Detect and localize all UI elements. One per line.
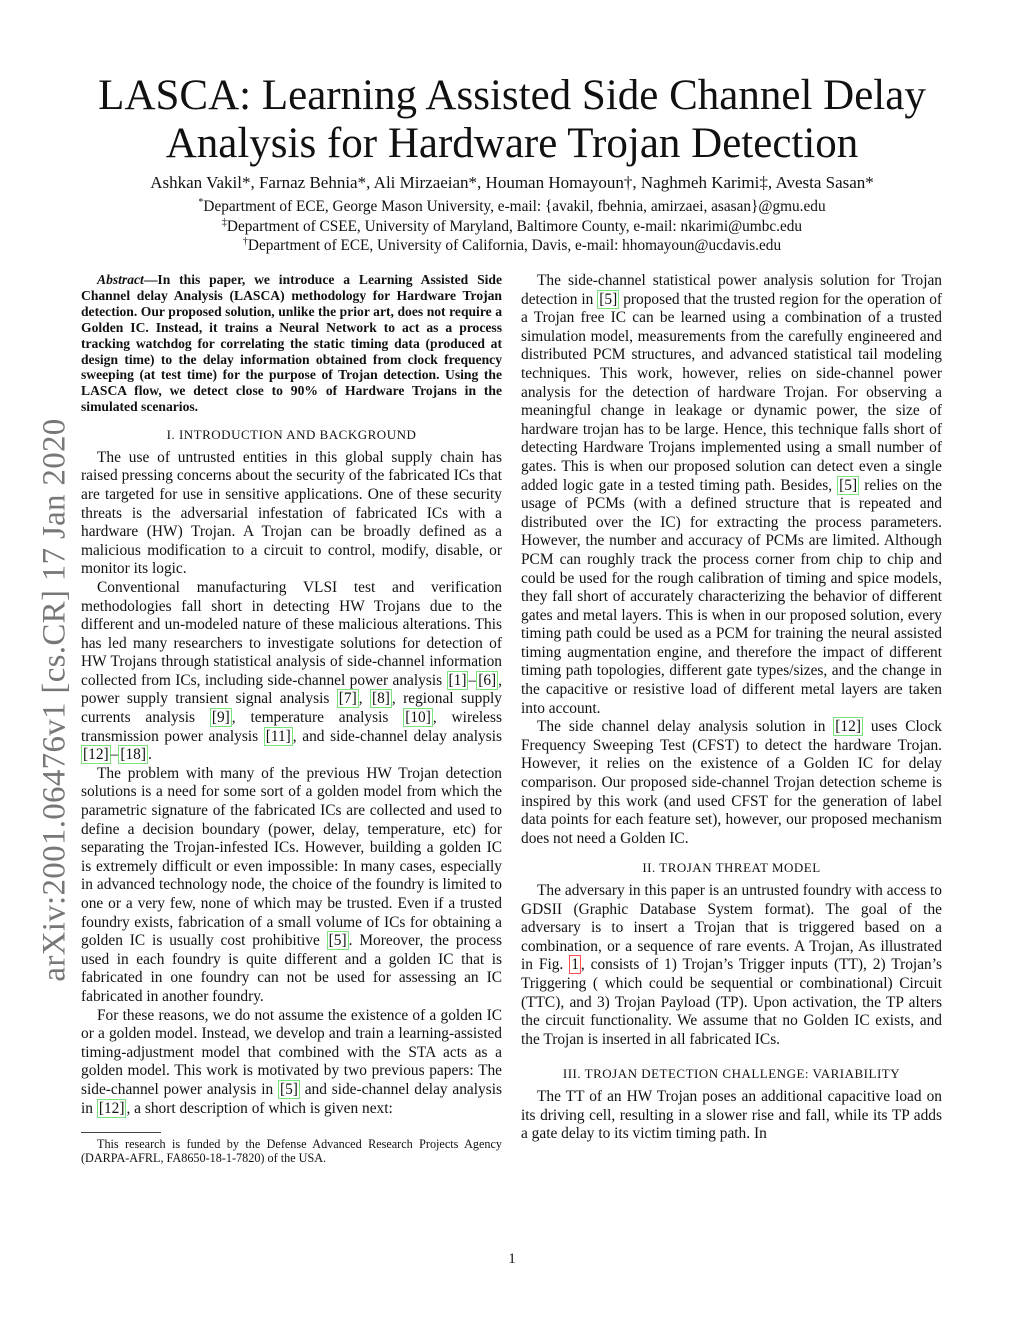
author-list: Ashkan Vakil*, Farnaz Behnia*, Ali Mirzaeian*, Houman Homayoun†, Naghmeh Karimi‡, Avesta Sasan* [150, 173, 874, 192]
text-run: For these reasons, we do not assume the existence of a golden IC or a golden model. Instead, we develop and train a learning-assisted timing-adjustment model that combined with the STA acts as a golden model. This work is motivated by two previous papers: The side-channel power analysis in [81, 1006, 502, 1098]
text-run: The side-channel statistical power analysis solution for Trojan detection in [521, 272, 942, 308]
text-run: , regional supply currents analysis [81, 690, 502, 727]
citation-link[interactable]: [12] [98, 1099, 125, 1117]
affiliation-mark: † [242, 236, 248, 247]
text-run: , and side-channel delay analysis [292, 727, 502, 745]
section-title: INTRODUCTION AND BACKGROUND [178, 427, 417, 443]
text-run: . Moreover, the process used in each foundry is quite different and a golden IC that is fabricated in one foundry can not be used for assessing an IC fabricated in another foundry. [81, 932, 503, 1005]
related-work-paragraph-1 [521, 272, 942, 718]
citation-link[interactable]: [5] [839, 476, 858, 494]
citation-link[interactable]: [5] [279, 1080, 298, 1098]
text-run: The adversary in this paper is an untrusted foundry with access to GDSII (Graphic Database System format). The goal of the adversary is to insert a Trojan that is triggered based on a combination, or a sequence of rare events. A Trojan, As illustrated in Fig. [521, 882, 942, 974]
intro-paragraph-4 [81, 1007, 502, 1119]
text-run: , power supply transient signal analysis [81, 671, 502, 708]
intro-paragraph-2: Conventional manufacturing VLSI test and verification methodologies fall short in detecting HW Trojans due to the different and un-modeled nature of these malicious alterations. This has led many researchers to investigate solutions for detection of HW Trojans through statistical analysis of side-channel information collected from ICs, including side-channel power analysis [1] – [6] , power supply transient signal analysis [7] , [8] , regional supply currents analysis [9] , temperature analysis [10] , wireless transmission power analysis [11] , and side-channel delay analysis [12] – [18] . [81, 578, 502, 764]
funding-footnote: This research is funded by the Defense Advanced Research Projects Agency (DARPA-AFRL, FA8650-18-1-7820) of the USA. [81, 1137, 502, 1166]
text-run: proposed that the trusted region for the operation of a Trojan free IC can be learned using a combination of a trusted simulation model, measurements from the carefully engineered and distributed PCM structures, and advanced statistical tail modeling techniques. This work, however, relies on side-channel power analysis for the detection of hardware Trojan. For observing a meaningful change in leakage or dynamic power, the size of hardware trojan has to be large. Hence, this technique falls short of detecting Hardware Trojans implemented using a small number of gates. This is when our proposed solution can detect even a single added logic gate in a tested timing path. Besides, [521, 290, 943, 494]
citation-link[interactable]: [12] [835, 718, 861, 736]
text-run: – [110, 746, 119, 764]
page-number: 1 [508, 1251, 516, 1267]
footnote-divider [81, 1132, 161, 1133]
citation-link[interactable]: [1] [448, 671, 467, 689]
citation-link[interactable]: [6] [478, 671, 497, 689]
arxiv-identifier: arXiv:2001.06476v1 [cs.CR] 17 Jan 2020 [36, 418, 73, 982]
affiliation-text: Department of ECE, University of California, Davis, e-mail: hhomayoun@ucdavis.edu [247, 237, 782, 255]
text-run: relies on the usage of PCMs (with a defined structure that is repeated and distributed over the IC) for extracting the process parameters. However, the number and accuracy of PCMs are limited. Although PCM can roughly track the process corner from chip to chip and could be used for the rough calibration of timing and spice models, they fall short of accurately characterizing the behavior of different gates and metal layers. This is when in our proposed solution, every timing path could be used as a PCM for training the neural assisted timing augmentation engine, and therefore the impact of different timing path topologies, different gate types/sizes, and the change in the capacitive or resistive load of different metal layers are taken into account. [521, 476, 942, 717]
section-title: TROJAN THREAT MODEL [659, 860, 821, 876]
section-heading-threat-model [521, 859, 942, 878]
citation-link[interactable]: [11] [265, 727, 291, 745]
citation-link[interactable]: [5] [599, 290, 618, 308]
section-number: II. [642, 860, 656, 876]
affiliation-ucdavis [60, 232, 964, 255]
variability-paragraph: The TT of an HW Trojan poses an additional capacitive load on its driving cell, resulting in a slower rise and fall, while its TP adds a gate delay to its victim timing path. In [521, 1087, 942, 1143]
text-run: , temperature analysis [231, 709, 404, 727]
section-heading-intro [81, 426, 502, 445]
affiliation-text: Department of CSEE, University of Maryland, Baltimore County, e-mail: nkarimi@umbc.edu [226, 218, 803, 236]
citation-link[interactable]: [18] [120, 746, 147, 764]
abstract-label: Abstract [97, 272, 144, 287]
citation-link[interactable]: [7] [338, 690, 357, 708]
text-run: . [148, 746, 152, 764]
affiliation-mark: * [198, 197, 204, 208]
text-run: , wireless transmission power analysis [81, 709, 502, 745]
affiliation-text: Department of ECE, George Mason University, e-mail: {avakil, fbehnia, amirzaei, asasan}@gmu.edu [203, 198, 826, 216]
right-column [521, 272, 942, 1144]
citation-link[interactable]: [9] [211, 709, 230, 727]
text-run: , a short description of which is given next: [126, 1099, 393, 1117]
text-run: The side channel delay analysis solution in [537, 718, 834, 736]
threat-model-paragraph [521, 882, 942, 1049]
related-work-paragraph-2 [521, 718, 942, 848]
title-line-1: LASCA: Learning Assisted Side Channel Delay [98, 72, 926, 119]
citation-link[interactable]: [10] [405, 709, 431, 727]
citation-link[interactable]: [12] [83, 746, 109, 764]
intro-paragraph-3 [81, 765, 502, 1007]
figure-link[interactable]: 1 [571, 956, 579, 974]
left-column [81, 272, 502, 1165]
paper-title [80, 72, 944, 168]
citation-link[interactable]: [5] [328, 932, 347, 950]
text-run: – [468, 671, 477, 689]
text-run: The problem with many of the previous HW Trojan detection solutions is a need for some sort of a golden model from which the parametric signature of the fabricated ICs are collected and used to define a decision boundary (power, delay, temperature, etc) for separating the Trojan-infested ICs. However, building a golden IC is extremely difficult or even impossible: In many cases, especially in advanced technology node, the choice of the foundry is limited to one or a very few, none of which may be trusted. Even if a trusted foundry exists, fabrication of a small volume of ICs for obtaining a golden IC is usually cost prohibitive [81, 764, 502, 950]
abstract [81, 272, 502, 415]
citation-link[interactable]: [8] [371, 690, 390, 708]
text-run: , consists of 1) Trojan’s Trigger inputs (TT), 2) Trojan’s Triggering ( which could be sequential or combinational) Circuit (TTC), and 3) Trojan Payload (TP). Upon activation, the TP alters the circuit functionality. We assume that no Golden IC exists, and the Trojan is inserted in all fabricated ICs. [521, 956, 942, 1048]
abstract-text: —In this paper, we introduce a Learning Assisted Side Channel delay Analysis (LASCA) methodology for Hardware Trojan detection. Our proposed solution, unlike the prior art, does not require a Golden IC. Instead, it trains a Neural Network to act as a process tracking watchdog for correlating the static timing data (produced at design time) to the delay information obtained from clock frequency sweeping (at test time) for the purpose of Trojan detection. Using the LASCA flow, we detect close to 90% of Hardware Trojans in the simulated scenarios. [81, 272, 502, 415]
text-run: Conventional manufacturing VLSI test and verification methodologies fall short in detecting HW Trojans due to the different and un-modeled nature of these malicious alterations. This has led many researchers to investigate solutions for detection of HW Trojans through statistical analysis of side-channel information collected from ICs, including side-channel power analysis [81, 578, 502, 689]
text-run: and side-channel delay analysis in [81, 1080, 502, 1117]
section-number: III. [562, 1066, 582, 1082]
section-heading-variability [521, 1065, 942, 1084]
title-line-2: Analysis for Hardware Trojan Detection [165, 120, 859, 167]
section-title: TROJAN DETECTION CHALLENGE: VARIABILITY [584, 1066, 901, 1082]
text-run: uses Clock Frequency Sweeping Test (CFST) to detect the hardware Trojan. However, it relies on the existence of a Golden IC for delay comparison. Our proposed side-channel Trojan detection scheme is inspired by this work (and used CFST for the generation of label data points for each feature set), however, our proposed mechanism does not need a Golden IC. [521, 718, 943, 847]
section-number: I. [166, 427, 176, 443]
affiliation-mark: ‡ [221, 217, 227, 228]
intro-paragraph-1: The use of untrusted entities in this global supply chain has raised pressing concerns about the security of the fabricated ICs that are targeted for use in sensitive applications. One of these security threats is the adversarial infestation of fabricated ICs with a hardware (HW) Trojan. A Trojan can be broadly defined as a malicious modification to a circuit to control, modify, disable, or monitor its logic. [81, 448, 502, 578]
